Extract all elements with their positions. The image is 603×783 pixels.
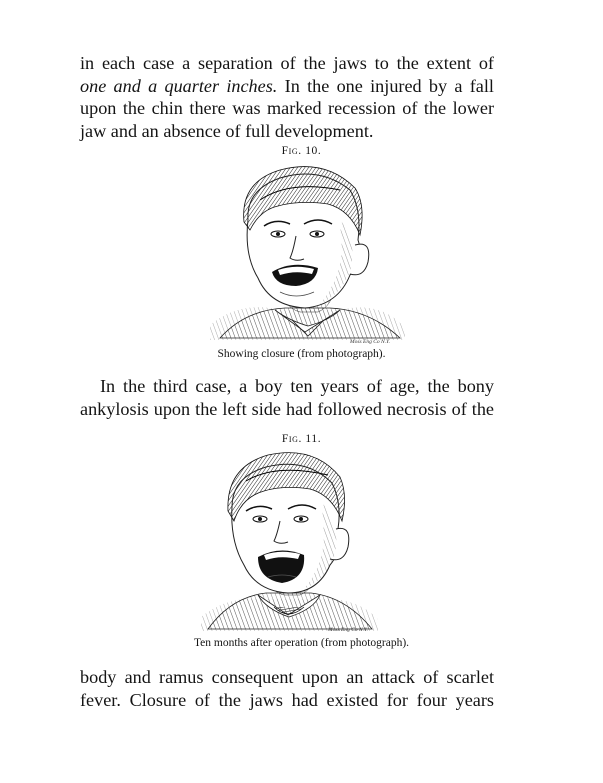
paragraph-bottom — [80, 666, 494, 711]
paragraph-top-line-1: in each case a separation of the jaws to the extent of — [80, 53, 494, 73]
paragraph-middle — [80, 375, 494, 420]
figure-11-credit: Moss Eng Co N.Y. — [328, 627, 368, 633]
paragraph-middle-line-1: In the third case, a boy ten years of age, the bony — [100, 376, 494, 396]
paragraph-bottom-line-1: body and ramus consequent upon an attack of scarlet — [80, 667, 494, 687]
paragraph-bottom-line-2: fever. Closure of the jaws had existed for four years — [80, 689, 494, 710]
figure-10-engraving — [200, 160, 415, 346]
figure-10-caption: Showing closure (from photograph). — [217, 348, 386, 360]
paragraph-top-line-2 — [80, 75, 494, 98]
paragraph-top-line-3: upon the chin there was marked recession of the lower — [80, 98, 494, 119]
paragraph-top — [80, 52, 494, 142]
paragraph-top-line-2-rest: In the one injured by a fall — [277, 75, 494, 96]
figure-11-engraving — [196, 447, 382, 635]
figure-11-label: Fig. 11. — [281, 433, 322, 445]
figure-11-caption: Ten months after operation (from photograph). — [193, 637, 410, 649]
italic-phrase: one and a quarter inches. — [80, 75, 278, 96]
paragraph-middle-line-2: ankylosis upon the left side had followed necrosis of the — [80, 398, 494, 419]
figure-10-label: Fig. 10. — [281, 145, 322, 157]
paragraph-top-line-4: jaw and an absence of full development. — [80, 120, 374, 141]
figure-10-credit: Moss Eng Co N.Y. — [350, 339, 390, 345]
